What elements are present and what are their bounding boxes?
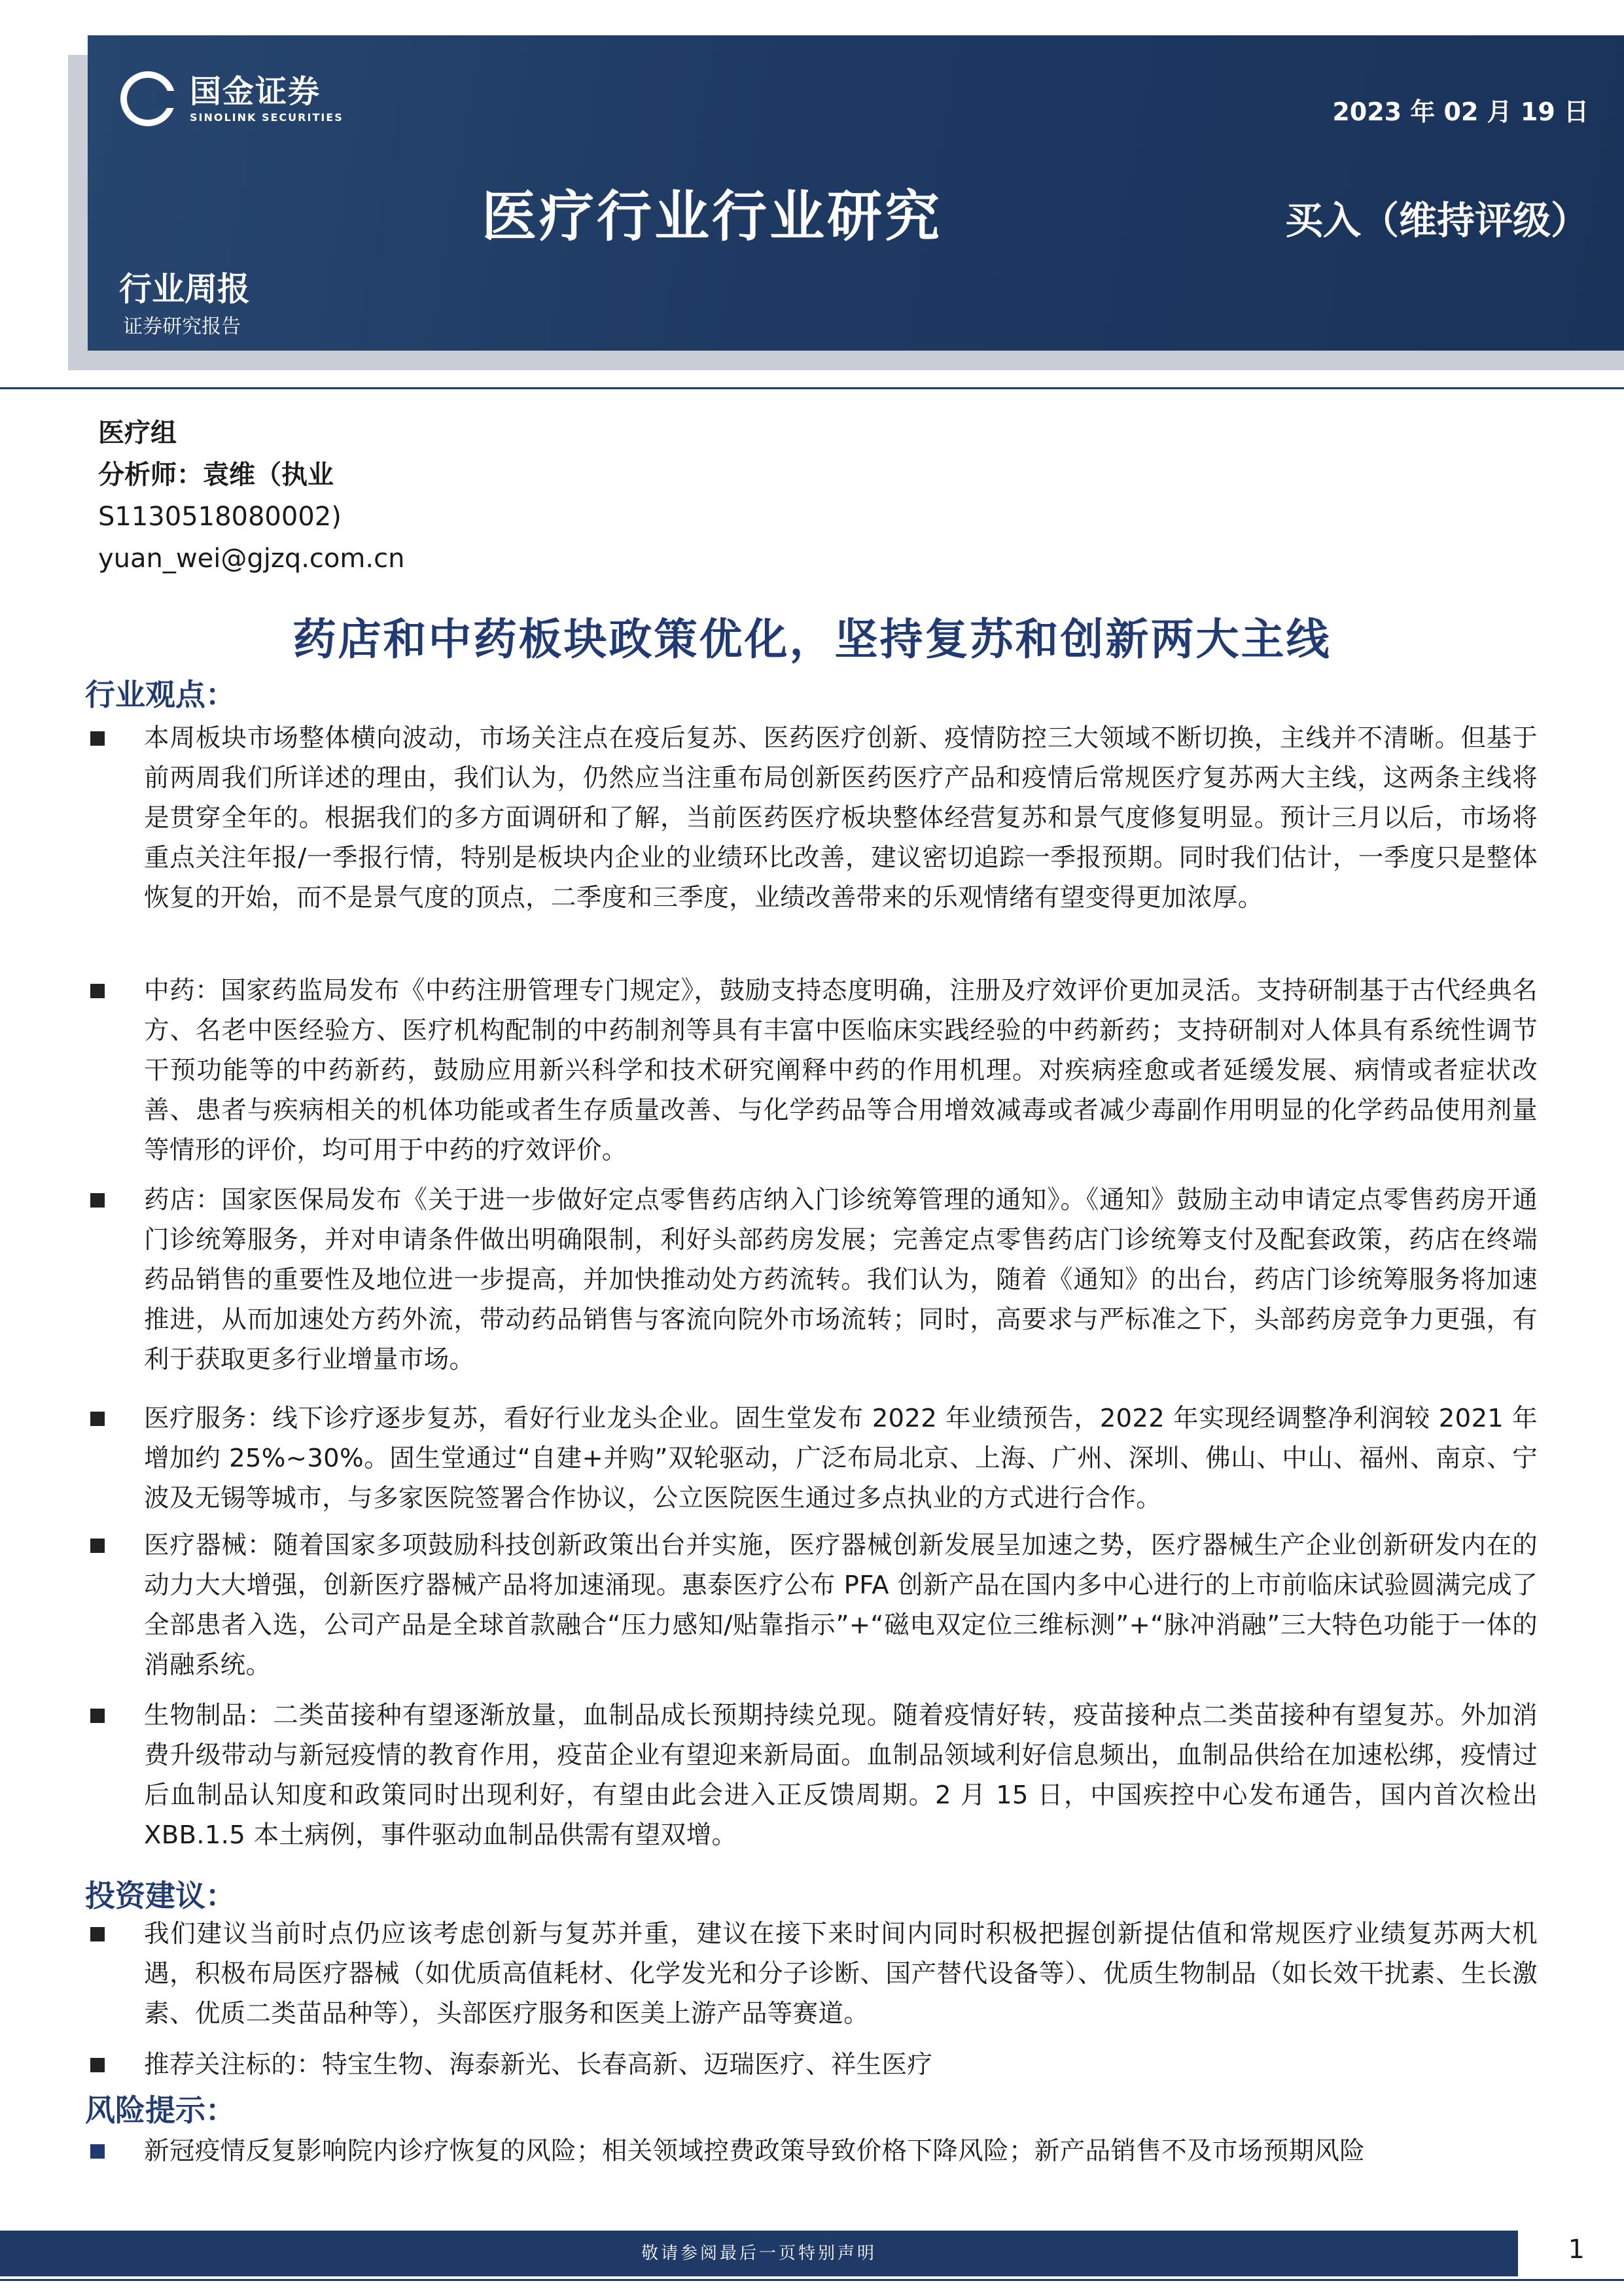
bullet-text: 医疗服务：线下诊疗逐步复苏，看好行业龙头企业。固生堂发布 2022 年业绩预告，2022 年实现经调整净利润较 2021 年增加约 25%~30%。固生堂通过“自建+并购”双轮驱动，广泛布局北京、上海、广州、深圳、佛山、中山、福州、南京、宁波及无锡等城市，与多家医院签署合作协议，公立医院医生通过多点执业的方式进行合作。: [144, 1404, 1538, 1513]
header-divider: [0, 387, 1624, 389]
logo-en-text: SINOLINK SECURITIES: [190, 111, 344, 124]
report-header: [88, 35, 1624, 351]
report-type: 行业周报: [119, 270, 250, 308]
analyst-name: 分析师：袁维（执业: [98, 460, 334, 490]
section-title-invest: 投资建议：: [85, 1878, 236, 1913]
bullet-text: 推荐关注标的：特宝生物、海泰新光、长春高新、迈瑞医疗、祥生医疗: [144, 2050, 933, 2079]
logo-mark-icon: [120, 71, 175, 126]
analyst-group: 医疗组: [98, 418, 177, 448]
list-item: [85, 971, 1538, 1170]
report-subtype: 证券研究报告: [123, 315, 241, 338]
list-item: [85, 2045, 1538, 2085]
bullet-square-icon: [90, 2058, 105, 2072]
report-headline: 药店和中药板块政策优化，坚持复苏和创新两大主线: [292, 614, 1332, 665]
footer-divider: [0, 2279, 1624, 2281]
list-item: [85, 1696, 1538, 1855]
bullet-text: 药店：国家医保局发布《关于进一步做好定点零售药店纳入门诊统筹管理的通知》。《通知》鼓励主动申请定点零售药房开通门诊统筹服务，并对申请条件做出明确限制，利好头部药房发展；完善定点零售药店门诊统筹支付及配套政策，药店在终端药品销售的重要性及地位进一步提高，并加快推动处方药流转。我们认为，随着《通知》的出台，药店门诊统筹服务将加速推进，从而加速处方药外流，带动药品销售与客流向院外市场流转；同时，高要求与严标准之下，头部药房竞争力更强，有利于获取更多行业增量市场。: [144, 1185, 1538, 1374]
analyst-email: yuan_wei@gjzq.com.cn: [98, 544, 405, 574]
bullet-text: 本周板块市场整体横向波动，市场关注点在疫后复苏、医药医疗创新、疫情防控三大领域不断切换，主线并不清晰。但基于前两周我们所详述的理由，我们认为，仍然应当注重布局创新医药医疗产品和疫情后常规医疗复苏两大主线，这两条主线将是贯穿全年的。根据我们的多方面调研和了解，当前医药医疗板块整体经营复苏和景气度修复明显。预计三月以后，市场将重点关注年报/一季报行情，特别是板块内企业的业绩环比改善，建议密切追踪一季报预期。同时我们估计，一季度只是整体恢复的开始，而不是景气度的顶点，二季度和三季度，业绩改善带来的乐观情绪有望变得更加浓厚。: [144, 723, 1538, 913]
bullet-square-icon: [90, 984, 105, 998]
page-number: 1: [1568, 2235, 1585, 2265]
analyst-info: [98, 412, 404, 580]
footer-notice: 敬请参阅最后一页特别声明: [641, 2244, 877, 2263]
analyst-license: S1130518080002): [98, 502, 342, 532]
bullet-square-icon: [90, 1927, 105, 1941]
company-logo: [120, 63, 344, 135]
list-item: [85, 1399, 1538, 1518]
bullet-square-icon: [90, 1539, 105, 1553]
bullet-square-icon: [90, 1412, 105, 1426]
bullet-text: 中药：国家药监局发布《中药注册管理专门规定》，鼓励支持态度明确，注册及疗效评价更加灵活。支持研制基于古代经典名方、名老中医经验方、医疗机构配制的中药制剂等具有丰富中医临床实践经验的中药新药；支持研制对人体具有系统性调节干预功能等的中药新药，鼓励应用新兴科学和技术研究阐释中药的作用机理。对疾病痊愈或者延缓发展、病情或者症状改善、患者与疾病相关的机体功能或者生存质量改善、与化学药品等合用增效减毒或者减少毒副作用明显的化学药品使用剂量等情形的评价，均可用于中药的疗效评价。: [144, 976, 1538, 1165]
bullet-square-icon: [90, 1709, 105, 1723]
bullet-square-icon: [90, 2144, 105, 2159]
list-item: [85, 1180, 1538, 1380]
list-item: [85, 718, 1538, 918]
logo-cn-text: 国金证券: [190, 73, 321, 110]
section-title-risk: 风险提示：: [85, 2093, 236, 2128]
rating: 买入（维持评级）: [1284, 198, 1589, 243]
bullet-text: 医疗器械：随着国家多项鼓励科技创新政策出台并实施，医疗器械创新发展呈加速之势，医疗器械生产企业创新研发内在的动力大大增强，创新医疗器械产品将加速涌现。惠泰医疗公布 PFA 创新产品在国内多中心进行的上市前临床试验圆满完成了全部患者入选，公司产品是全球首款融合“压力感知/贴靠指示”+“磁电双定位三维标测”+“脉冲消融”三大特色功能于一体的消融系统。: [144, 1531, 1538, 1680]
list-item: [85, 1914, 1538, 2034]
bullet-text: 生物制品：二类苗接种有望逐渐放量，血制品成长预期持续兑现。随着疫情好转，疫苗接种点二类苗接种有望复苏。外加消费升级带动与新冠疫情的教育作用，疫苗企业有望迎来新局面。血制品领域利好信息频出，血制品供给在加速松绑，疫情过后血制品认知度和政策同时出现利好，有望由此会进入正反馈周期。2 月 15 日，中国疾控中心发布通告，国内首次检出 XBB.1.5 本土病例，事件驱动血制品供需有望双增。: [144, 1701, 1538, 1850]
section-title-views: 行业观点：: [85, 677, 236, 712]
list-item: [85, 2131, 1538, 2171]
bullet-text: 新冠疫情反复影响院内诊疗恢复的风险；相关领域控费政策导致价格下降风险；新产品销售不及市场预期风险: [144, 2136, 1366, 2166]
report-title-text: 医疗行业行业研究: [481, 184, 942, 249]
report-date: 2023 年 02 月 19 日: [1332, 97, 1589, 126]
bullet-text: 我们建议当前时点仍应该考虑创新与复苏并重，建议在接下来时间内同时积极把握创新提估值和常规医疗业绩复苏两大机遇，积极布局医疗器械（如优质高值耗材、化学发光和分子诊断、国产替代设备等）、优质生物制品（如长效干扰素、生长激素、优质二类苗品种等），头部医疗服务和医美上游产品等赛道。: [144, 1919, 1538, 2028]
bullet-square-icon: [90, 1193, 105, 1208]
bullet-square-icon: [90, 731, 105, 746]
list-item: [85, 1525, 1538, 1685]
